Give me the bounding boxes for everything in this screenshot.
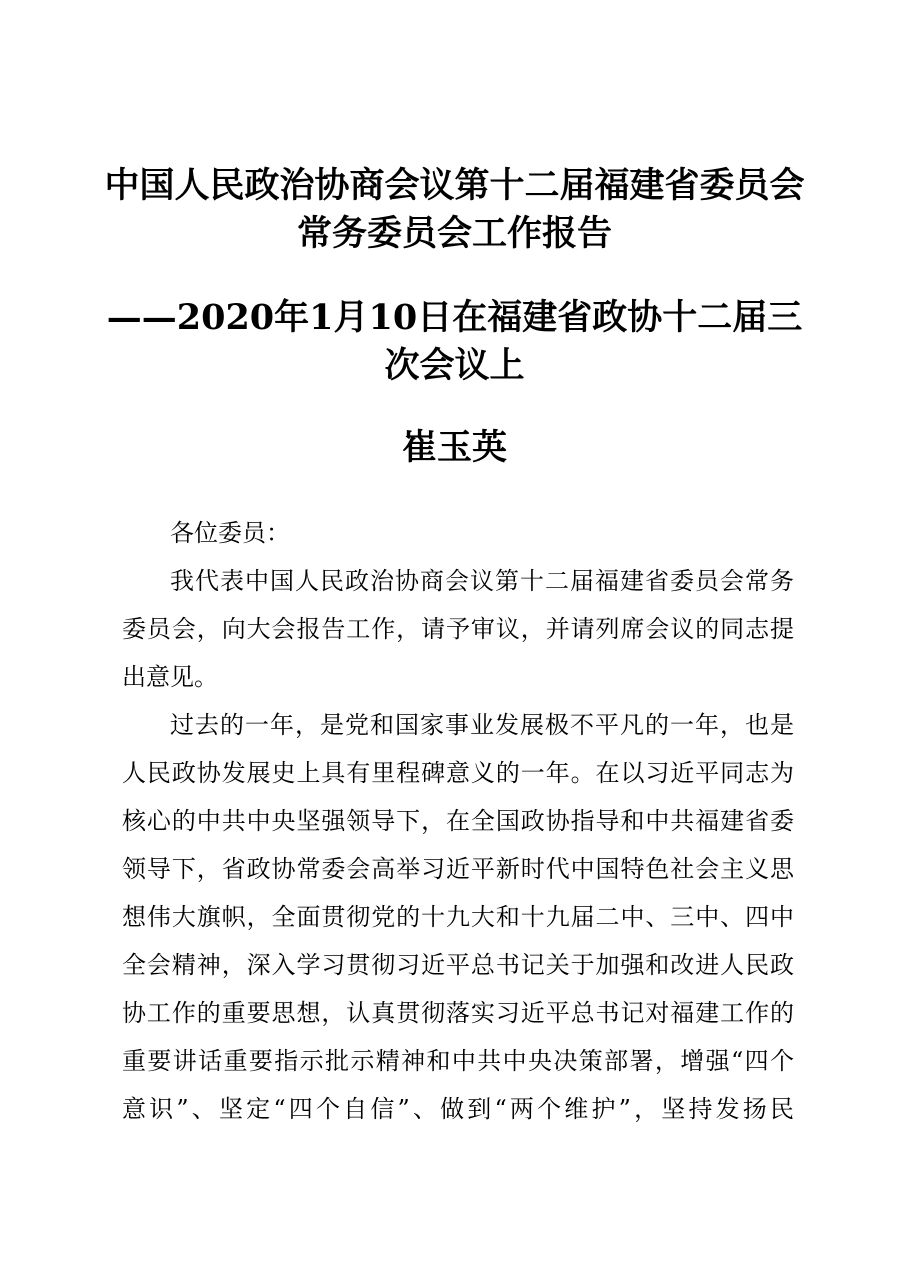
paragraph-2-line: 领导下，省政协常委会高举习近平新时代中国特色社会主义思 (122, 855, 794, 883)
paragraph-2-line: 核心的中共中央坚强领导下，在全国政协指导和中共福建省委 (122, 807, 794, 835)
paragraph-1-line: 出意见。 (122, 663, 218, 691)
paragraph-2-line: 意识”、坚定“四个自信”、做到“两个维护”，坚持发扬民 (122, 1095, 794, 1123)
paragraph-1-line: 我代表中国人民政治协商会议第十二届福建省委员会常务 (170, 567, 794, 595)
paragraph-2-line: 重要讲话重要指示批示精神和中共中央决策部署，增强“四个 (122, 1047, 794, 1075)
report-title-line-2: 常务委员会工作报告 (296, 213, 612, 254)
paragraph-2-line: 想伟大旗帜，全面贯彻党的十九大和十九届二中、三中、四中 (122, 903, 794, 931)
salutation: 各位委员： (170, 519, 290, 547)
paragraph-2-line: 全会精神，深入学习贯彻习近平总书记关于加强和改进人民政 (122, 951, 794, 979)
paragraph-1-line: 委员会，向大会报告工作，请予审议，并请列席会议的同志提 (122, 615, 794, 643)
paragraph-2-line: 人民政协发展史上具有里程碑意义的一年。在以习近平同志为 (122, 759, 794, 787)
subtitle-line-2: 次会议上 (384, 345, 525, 386)
report-title-line-1: 中国人民政治协商会议第十二届福建省委员会 (104, 165, 805, 206)
subtitle-line-1: ——2020年1月10日在福建省政协十二届三 (106, 297, 803, 338)
author-name: 崔玉英 (401, 427, 507, 468)
paragraph-2-line: 过去的一年，是党和国家事业发展极不平凡的一年，也是 (170, 711, 794, 739)
paragraph-2-line: 协工作的重要思想，认真贯彻落实习近平总书记对福建工作的 (122, 999, 794, 1027)
